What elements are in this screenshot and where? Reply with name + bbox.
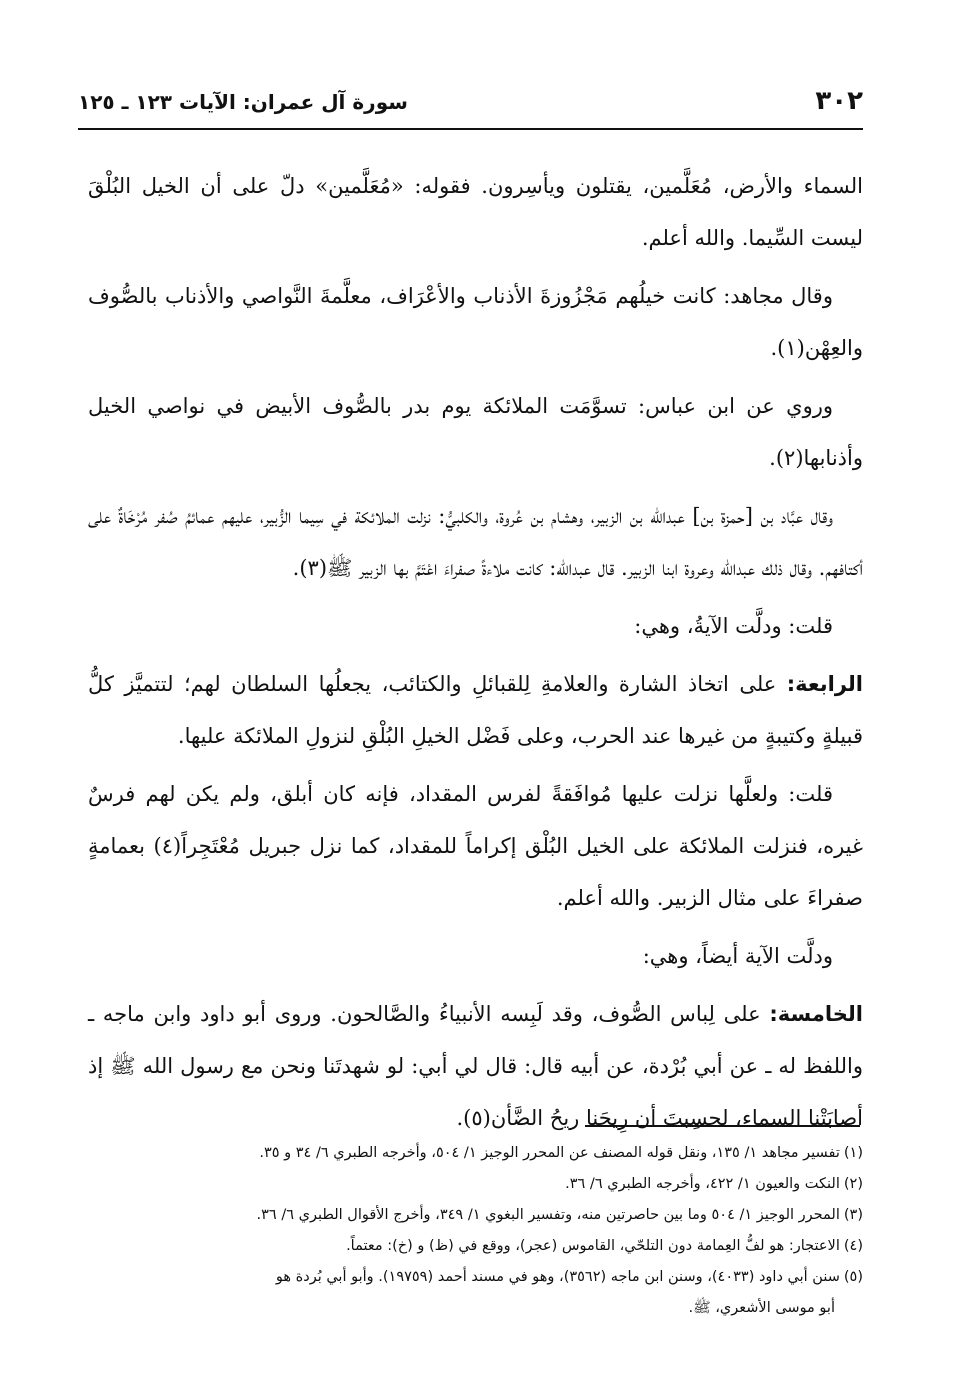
paragraph-text: قلت: ولعلَّها نزلت عليها مُوافَقةً لفرس المقداد، فإنه كان أبلق، ولم يكن لهم فرسٌ غيره، فنزلت الملائكة على الخيل البُلْق إكراماً للمقداد، كما نزل جبريل مُعْتَجِراً(٤) بعمامةٍ صفراءَ على مثال الزبير. والله أعلم.: [88, 782, 863, 910]
footnote-number: (٥): [843, 1269, 863, 1285]
footnote: [85, 1169, 863, 1200]
paragraph: [88, 160, 863, 264]
footnote: [85, 1200, 863, 1231]
page-header: [78, 82, 863, 130]
footnote-text: الاعتجار: هو لفُّ العِمامة دون التلحّي، القاموس (عجر)، ووقع في (ظ) و (خ): معتماً.: [346, 1238, 840, 1254]
footnote-text: النكت والعيون ١/ ٤٢٢، وأخرجه الطبري ٦/ ٣٦.: [565, 1176, 840, 1192]
paragraph-text: قلت: ودلَّت الآيةُ، وهي:: [634, 614, 833, 638]
running-title: سورة آل عمران: الآيات ١٢٣ ـ ١٢٥: [78, 90, 408, 114]
section-lead: الخامسة:: [769, 1002, 863, 1026]
paragraph: [88, 658, 863, 762]
paragraph-text: وروي عن ابن عباس: تسوَّمَت الملائكة يوم بدر بالصُّوف الأبيض في نواصي الخيل وأذنابها(٢).: [88, 394, 863, 470]
paragraph: [88, 270, 863, 374]
footnote-text: سنن أبي داود (٤٠٣٣)، وسنن ابن ماجه (٣٥٦٢)، وهو في مسند أحمد (١٩٧٥٩). وأبو أبي بُردة هو: [275, 1269, 840, 1285]
paragraph: [88, 768, 863, 924]
footnote-text: تفسير مجاهد ١/ ١٣٥، ونقل قوله المصنف عن المحرر الوجيز ١/ ٥٠٤، وأخرجه الطبري ٦/ ٣٤ و ٣٥.: [259, 1145, 840, 1161]
paragraph: [88, 930, 863, 982]
footnote-continuation: [85, 1293, 863, 1324]
paragraph: [88, 988, 863, 1144]
paragraph: [88, 600, 863, 652]
paragraph: [88, 380, 863, 484]
footnote-text: المحرر الوجيز ١/ ٥٠٤ وما بين حاصرتين منه، وتفسير البغوي ١/ ٣٤٩، وأخرج الأقوال الطبري ٦/ ٣٦.: [256, 1207, 840, 1223]
footnote-text: أبو موسى الأشعري، ﷺ.: [688, 1300, 835, 1316]
page-number: ٣٠٢: [815, 86, 863, 116]
footnote-number: (٤): [843, 1238, 863, 1254]
footnote-number: (١): [843, 1145, 863, 1161]
paragraph-text: وقال مجاهد: كانت خيلُهم مَجْزُوزةَ الأذناب والأعْرَاف، معلَّمةَ النَّواصي والأذناب بالصُّوف والعِهْن(١).: [88, 284, 863, 360]
section-lead: الرابعة:: [786, 672, 863, 696]
footnote-number: (٣): [843, 1207, 863, 1223]
footnote: [85, 1262, 863, 1293]
footnotes: [85, 1138, 863, 1324]
paragraph-text: على اتخاذ الشارة والعلامةِ لِلقبائلِ والكتائب، يجعلُها السلطان لهم؛ لتتميَّز كلُّ قبيلةٍ وكتيبةٍ من غيرها عند الحرب، وعلى فَضْل الخيلِ البُلْقِ لنزولِ الملائكة عليها.: [88, 672, 863, 748]
footnote: [85, 1231, 863, 1262]
footnote-divider: [585, 1125, 860, 1127]
paragraph-text: السماء والأرض، مُعَلَّمين، يقتلون ويأسِرون. فقوله: «مُعَلَّمين» دلّ على أن الخيل البُلْقَ ليست السِّيما. والله أعلم.: [88, 174, 863, 250]
footnote: [85, 1138, 863, 1169]
paragraph-text: ودلَّت الآية أيضاً، وهي:: [642, 944, 833, 968]
main-text: [88, 160, 863, 1150]
paragraph: [88, 490, 863, 594]
paragraph-text: وقال عبَّاد بن [حمزة بن] عبدالله بن الزبير، وهشام بن عُروة، والكلبيُّ: نزلت الملائكة في سِيما الزُّبير، عليهم عمائمُ صُفر مُرْخَاةٌ على أكتافهم. وقال ذلك عبدالله وعروة ابنا الزبير. قال عبدالله: كانت ملاءةً صفراءَ اعْتَمَّ بها الزبير ﷺ(٣).: [88, 504, 863, 580]
footnote-number: (٢): [843, 1176, 863, 1192]
paragraph-text: على لِباس الصُّوف، وقد لَبِسه الأنبياءُ والصَّالحون. وروى أبو داود وابن ماجه ـ واللفظ له ـ عن أبي بُرْدة، عن أبيه قال: قال لي أبي: لو شهدتَنا ونحن مع رسول الله ﷺ إذ أصابَتْنا السماء، لحسِبتَ أن رِيحَنا ريحُ الضَّأن(٥).: [88, 1002, 863, 1130]
